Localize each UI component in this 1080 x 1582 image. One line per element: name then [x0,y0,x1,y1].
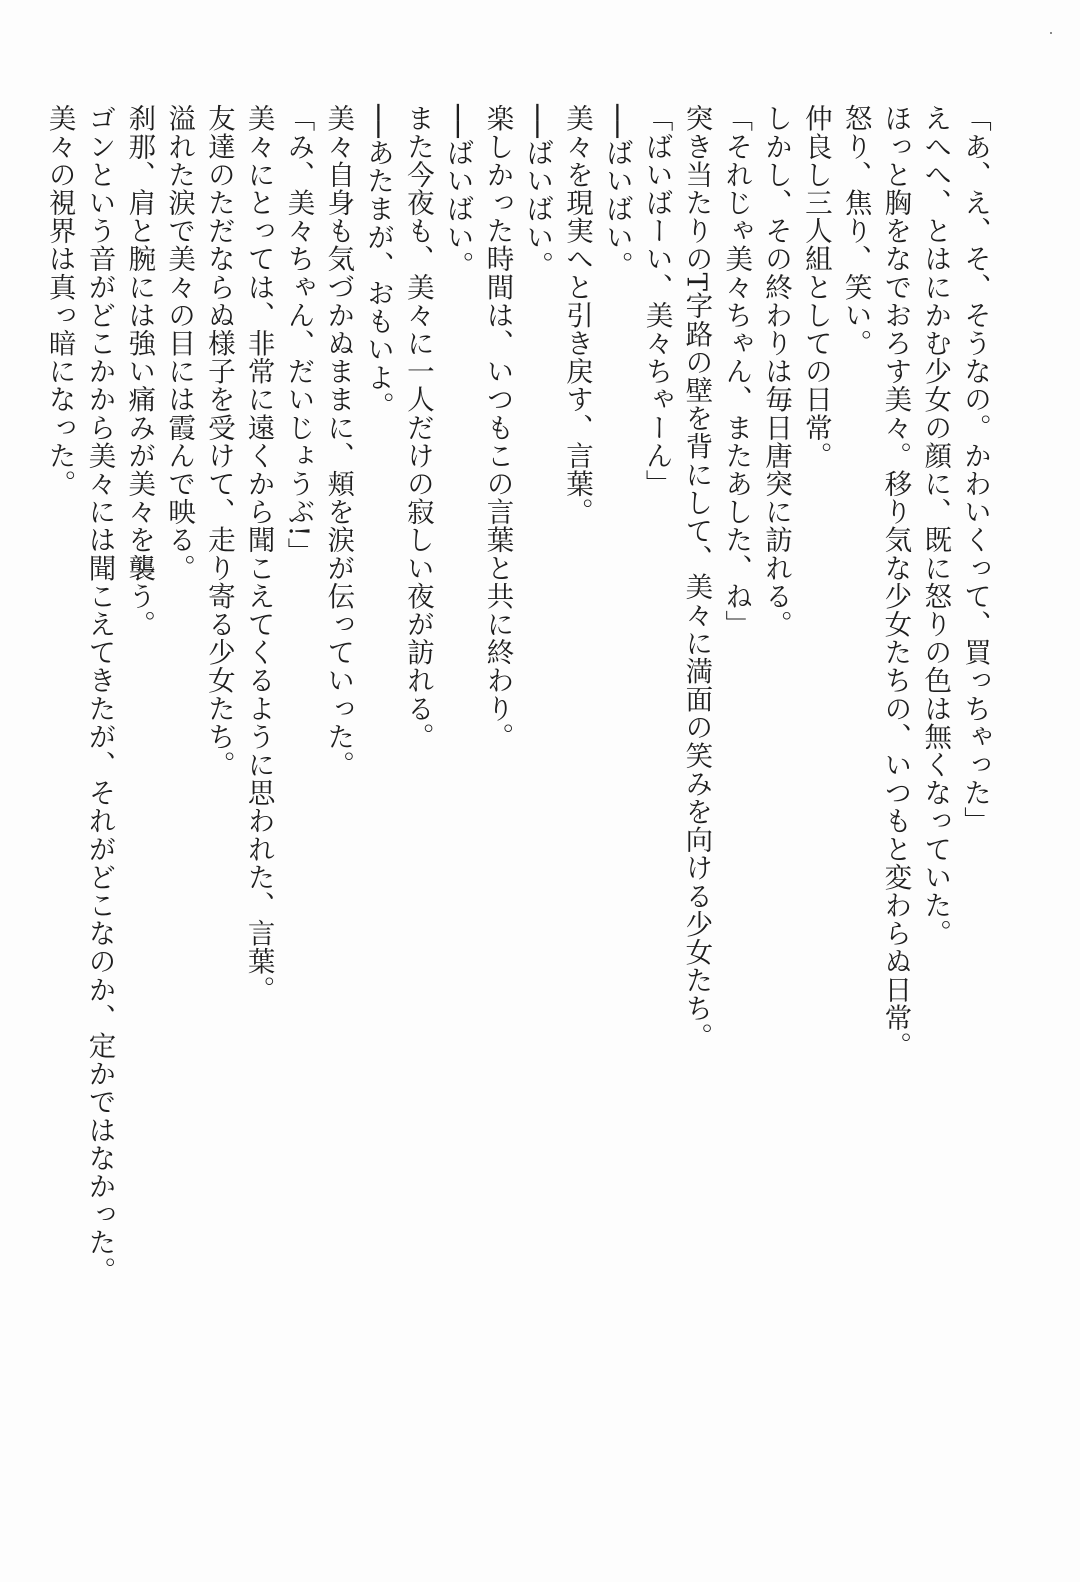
text-line: ──ばいばい。 [521,104,554,279]
text-line: えへへ、とはにかむ少女の顔に、既に怒りの色は無くなっていた。 [919,104,952,947]
vertical-text-body [43,104,994,1285]
text-line: 美々自身も気づかぬままに、頬を涙が伝っていった。 [322,104,355,779]
text-line: 美々の視界は真っ暗になった。 [43,104,76,498]
text-line: また今夜も、美々に一人だけの寂しい夜が訪れる。 [401,104,434,751]
text-line: 美々にとっては、非常に遠くから聞こえてくるように思われた、言葉。 [242,104,275,1004]
text-line: 友達のただならぬ様子を受けて、走り寄る少女たち。 [202,104,235,779]
scan-speck [1050,32,1052,34]
text-line: 突き当たりのT字路の壁を背にして、美々に満面の笑みを向ける少女たち。 [680,104,713,1051]
text-line: しかし、その終わりは毎日唐突に訪れる。 [760,104,793,638]
text-line: ほっと胸をなでおろす美々。移り気な少女たちの、いつもと変わらぬ日常。 [879,104,912,1060]
text-line: 仲良し三人組としての日常。 [799,104,832,470]
text-line: ──あたまが、おもいよ。 [362,104,395,420]
text-line: 溢れた涙で美々の目には霞んで映る。 [163,104,196,582]
text-line: 「み、美々ちゃん、だいじょうぶ!」 [282,104,315,566]
text-line: 「あ、え、そ、そうなの。かわいくって、買っちゃった」 [959,104,991,835]
text-line: 怒り、焦り、笑い。 [839,104,872,357]
text-line: ゴンという音がどこかから美々には聞こえてきたが、それがどこなのか、定かではなかった。 [83,104,116,1285]
text-line: 「それじゃ美々ちゃん、またあした、ね」 [720,104,753,638]
text-line: 刹那、肩と腕には強い痛みが美々を襲う。 [123,104,156,638]
text-line: ──ばいばい。 [600,104,633,279]
text-line: 「ばいばーい、美々ちゃーん」 [640,104,673,498]
text-line: 楽しかった時間は、いつもこの言葉と共に終わり。 [481,104,514,751]
text-line: 美々を現実へと引き戻す、言葉。 [561,104,594,526]
text-line: ──ばいばい。 [441,104,474,279]
